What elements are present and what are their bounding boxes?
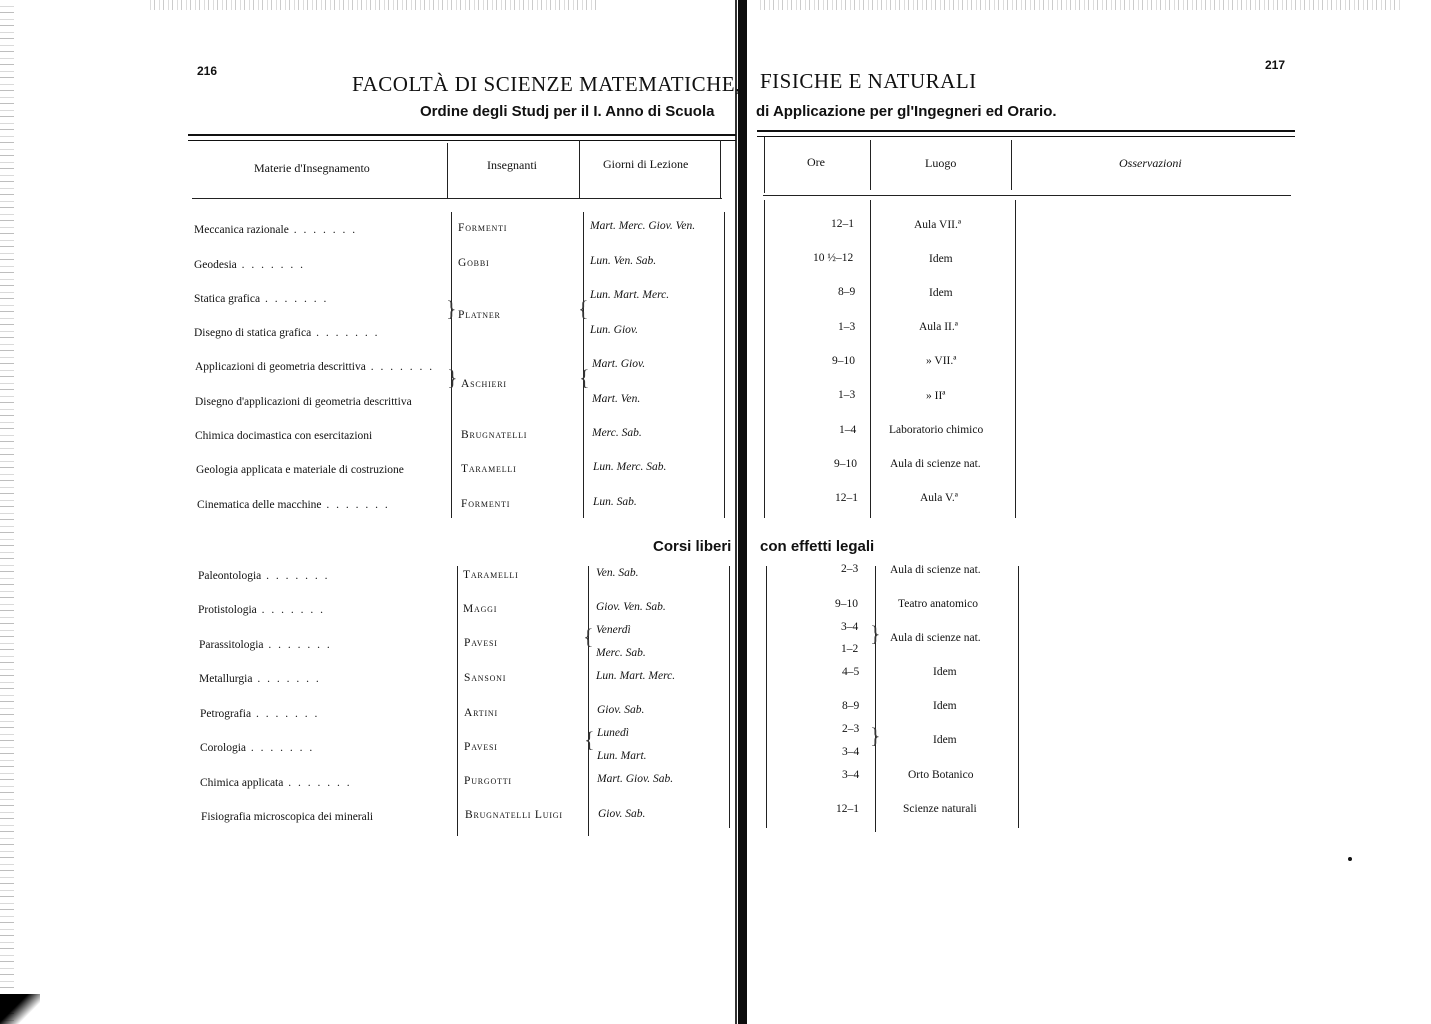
schedule-room: Idem xyxy=(933,734,957,746)
schedule-room: Idem xyxy=(929,253,953,265)
course-days: Mart. Merc. Giov. Ven. xyxy=(590,220,696,232)
header-bottom-rule xyxy=(763,195,1291,196)
course-subject: Meccanica razionale . . xyxy=(194,224,357,236)
grouping-brace: { xyxy=(579,365,590,390)
course-days: Mart. Ven. xyxy=(592,393,641,405)
schedule-hours: 3–4 xyxy=(841,621,859,633)
course-teacher: Formenti xyxy=(458,222,508,234)
course-subject: Geologia applicata e materiale di costruzione xyxy=(196,464,404,476)
course-days: Mart. Giov. Sab. xyxy=(597,773,674,785)
schedule-room: Aula di scienze nat. xyxy=(890,458,981,470)
course-days: Lun. Merc. Sab. xyxy=(593,461,667,473)
course-days: Merc. Sab. xyxy=(596,647,646,659)
column-divider xyxy=(1015,200,1016,518)
course-subject: Chimica applicata . . xyxy=(200,777,352,789)
header-bottom-rule xyxy=(192,198,722,199)
schedule-room: Idem xyxy=(933,700,957,712)
header-double-rule xyxy=(188,134,736,141)
schedule-hours: 12–1 xyxy=(836,803,859,815)
column-divider xyxy=(1018,566,1019,828)
schedule-hours: 8–9 xyxy=(838,286,856,298)
course-teacher: Artini xyxy=(464,707,498,719)
course-subject: Chimica docimastica con esercitazioni xyxy=(195,430,373,442)
header-double-rule xyxy=(757,130,1295,137)
schedule-hours: 3–4 xyxy=(842,769,860,781)
schedule-hours: 8–9 xyxy=(842,700,860,712)
column-divider xyxy=(870,200,871,518)
column-divider xyxy=(724,212,725,518)
course-days: Lun. Giov. xyxy=(590,324,639,336)
column-divider xyxy=(457,566,458,836)
column-divider xyxy=(447,143,448,198)
page-number: 217 xyxy=(1265,58,1286,72)
schedule-hours: 10 ½–12 xyxy=(813,252,854,264)
course-teacher: Gobbi xyxy=(458,257,490,269)
course-subject: Paleontologia . . xyxy=(198,570,330,582)
schedule-room: » IIª xyxy=(926,390,946,402)
schedule-hours: 2–3 xyxy=(841,563,859,575)
schedule-hours: 1–4 xyxy=(839,424,857,436)
grouping-brace: } xyxy=(870,723,881,748)
course-days: Giov. Sab. xyxy=(597,704,645,716)
schedule-room: Teatro anatomico xyxy=(898,598,978,610)
course-teacher: Brugnatelli Luigi xyxy=(465,809,563,821)
course-subject: Metallurgia . . xyxy=(199,673,321,685)
grouping-brace: } xyxy=(446,296,457,321)
schedule-room: » VII.ª xyxy=(926,355,957,367)
course-teacher: Pavesi xyxy=(464,637,498,649)
course-teacher: Taramelli xyxy=(461,463,517,475)
schedule-hours: 1–2 xyxy=(841,643,859,655)
schedule-room: Aula di scienze nat. xyxy=(890,564,981,576)
schedule-hours: 9–10 xyxy=(832,355,855,367)
course-days: Venerdì xyxy=(596,624,631,636)
schedule-room: Aula II.ª xyxy=(919,321,958,333)
course-days: Lun. Mart. xyxy=(597,750,647,762)
schedule-hours: 1–3 xyxy=(838,389,856,401)
grouping-brace: { xyxy=(583,624,594,649)
header-osservazioni: Osservazioni xyxy=(1119,156,1182,170)
course-subject: Fisiografia microscopica dei minerali xyxy=(201,811,374,823)
course-subject: Cinematica delle macchine . . xyxy=(197,499,390,511)
schedule-hours: 9–10 xyxy=(835,598,858,610)
schedule-room: Aula di scienze nat. xyxy=(890,632,981,644)
grouping-brace: } xyxy=(870,621,881,646)
schedule-room: Aula V.ª xyxy=(920,492,958,504)
course-teacher: Formenti xyxy=(461,498,511,510)
schedule-room: Idem xyxy=(929,287,953,299)
course-subject: Disegno di statica grafica . . xyxy=(194,327,379,339)
course-days: Giov. Sab. xyxy=(598,808,646,820)
course-subject: Protistologia . . xyxy=(198,604,325,616)
column-divider xyxy=(720,140,721,198)
course-subject: Corologia . . xyxy=(200,742,314,754)
grouping-brace: { xyxy=(584,727,595,752)
course-days: Ven. Sab. xyxy=(596,567,639,579)
column-divider xyxy=(588,566,589,836)
course-subject: Applicazioni di geometria descrittiva . . xyxy=(195,361,434,373)
grouping-brace: { xyxy=(578,296,589,321)
schedule-room: Aula VII.ª xyxy=(914,219,962,231)
course-subject: Statica grafica . . xyxy=(194,293,328,305)
header-giorni: Giorni di Lezione xyxy=(603,157,689,171)
page-number: 216 xyxy=(197,64,218,78)
schedule-room: Orto Botanico xyxy=(908,769,974,781)
column-divider xyxy=(764,137,765,193)
course-teacher: Taramelli xyxy=(463,569,519,581)
page-title: FACOLTÀ DI SCIENZE MATEMATICHE, xyxy=(352,72,741,96)
course-teacher: Sansoni xyxy=(464,672,507,684)
course-teacher: Platner xyxy=(458,309,501,321)
schedule-room: Scienze naturali xyxy=(903,803,977,815)
course-subject: Disegno d'applicazioni di geometria descrittiva xyxy=(195,396,412,408)
schedule-hours: 4–5 xyxy=(842,666,860,678)
schedule-hours: 12–1 xyxy=(831,218,854,230)
header-luogo: Luogo xyxy=(925,156,957,170)
ink-speck xyxy=(1348,857,1352,861)
column-divider xyxy=(729,566,730,828)
schedule-hours: 9–10 xyxy=(834,458,857,470)
column-divider xyxy=(766,566,767,828)
grouping-brace: } xyxy=(447,365,458,390)
page-title: FISICHE E NATURALI xyxy=(760,69,977,93)
header-insegnanti: Insegnanti xyxy=(487,158,537,172)
course-subject: Petrografia . . xyxy=(200,708,319,720)
page-subtitle: di Applicazione per gl'Ingegneri ed Orario. xyxy=(756,103,1057,120)
course-days: Lun. Mart. Merc. xyxy=(590,289,670,301)
course-teacher: Pavesi xyxy=(464,741,498,753)
schedule-hours: 3–4 xyxy=(842,746,860,758)
course-days: Lunedì xyxy=(597,727,629,739)
header-ore: Ore xyxy=(807,155,825,169)
course-teacher: Maggi xyxy=(463,603,498,615)
right-page xyxy=(745,0,1431,1024)
course-subject: Parassitologia . . xyxy=(199,639,332,651)
column-divider xyxy=(764,200,765,518)
course-days: Lun. Ven. Sab. xyxy=(590,255,657,267)
column-divider xyxy=(579,140,580,198)
course-days: Lun. Mart. Merc. xyxy=(596,670,676,682)
schedule-hours: 1–3 xyxy=(838,321,856,333)
page-subtitle: Ordine degli Studj per il I. Anno di Scuola xyxy=(420,103,715,120)
course-days: Mart. Giov. xyxy=(592,358,646,370)
schedule-room: Idem xyxy=(933,666,957,678)
column-divider xyxy=(1011,140,1012,190)
column-divider xyxy=(870,140,871,190)
course-days: Merc. Sab. xyxy=(592,427,642,439)
course-teacher: Brugnatelli xyxy=(461,429,528,441)
schedule-hours: 12–1 xyxy=(835,492,858,504)
course-subject: Geodesia . . xyxy=(194,259,305,271)
header-materie: Materie d'Insegnamento xyxy=(254,161,370,175)
course-days: Giov. Ven. Sab. xyxy=(596,601,666,613)
course-days: Lun. Sab. xyxy=(593,496,637,508)
section-heading: Corsi liberi xyxy=(653,538,732,555)
schedule-hours: 2–3 xyxy=(842,723,860,735)
course-teacher: Aschieri xyxy=(461,378,507,390)
section-heading: con effetti legali xyxy=(760,538,875,555)
column-divider xyxy=(875,566,876,832)
course-teacher: Purgotti xyxy=(464,775,512,787)
schedule-room: Laboratorio chimico xyxy=(889,424,984,436)
